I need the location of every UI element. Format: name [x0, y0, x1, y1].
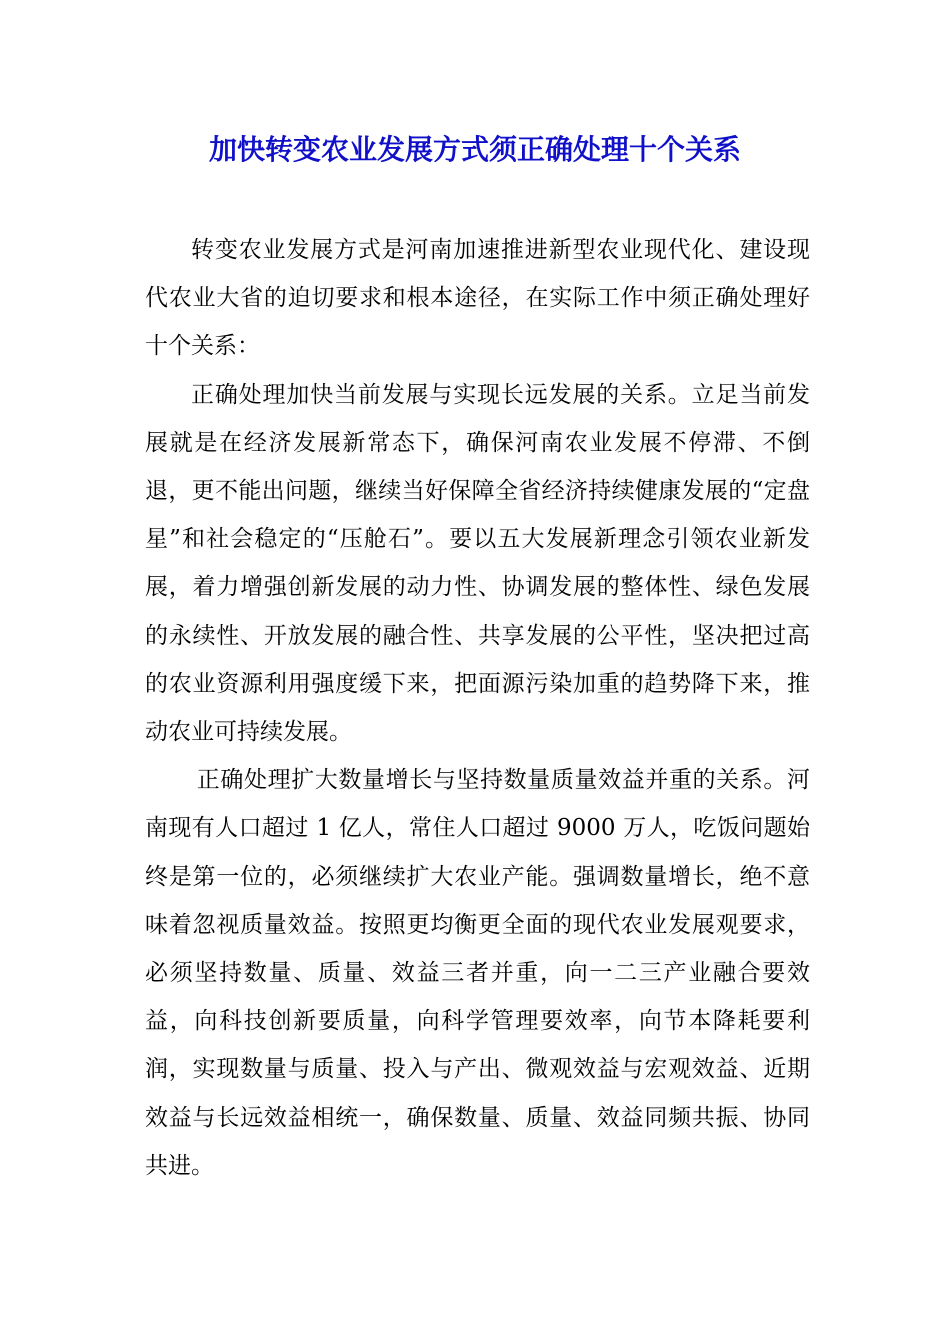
paragraph-current-vs-longterm: 正确处理加快当前发展与实现长远发展的关系。立足当前发展就是在经济发展新常态下，确保河南农业发展不停滞、不倒退，更不能出问题，继续当好保障全省经济持续健康发展的“定盘星”和社会稳定的“压舱石”。要以五大发展新理念引领农业新发展，着力增强创新发展的动力性、协调发展的整体性、绿色发展的永续性、开放发展的融合性、共享发展的公平性，坚决把过高的农业资源利用强度缓下来，把面源污染加重的趋势降下来，推动农业可持续发展。	[145, 381, 810, 746]
document-body	[145, 226, 810, 1190]
document-title: 加快转变农业发展方式须正确处理十个关系	[208, 133, 741, 166]
paragraph-quantity-vs-quality: 正确处理扩大数量增长与坚持数量质量效益并重的关系。河南现有人口超过 1 亿人，常住人口超过 9000 万人，吃饭问题始终是第一位的，必须继续扩大农业产能。强调数量增长，绝不意味着忽视质量效益。按照更均衡更全面的现代农业发展观要求，必须坚持数量、质量、效益三者并重，向一二三产业融合要效益，向科技创新要质量，向科学管理要效率，向节本降耗要利润，实现数量与质量、投入与产出、微观效益与宏观效益、近期效益与长远效益相统一，确保数量、质量、效益同频共振、协同共进。	[145, 767, 810, 1179]
paragraph-intro: 转变农业发展方式是河南加速推进新型农业现代化、建设现代农业大省的迫切要求和根本途径，在实际工作中须正确处理好十个关系：	[145, 237, 810, 360]
